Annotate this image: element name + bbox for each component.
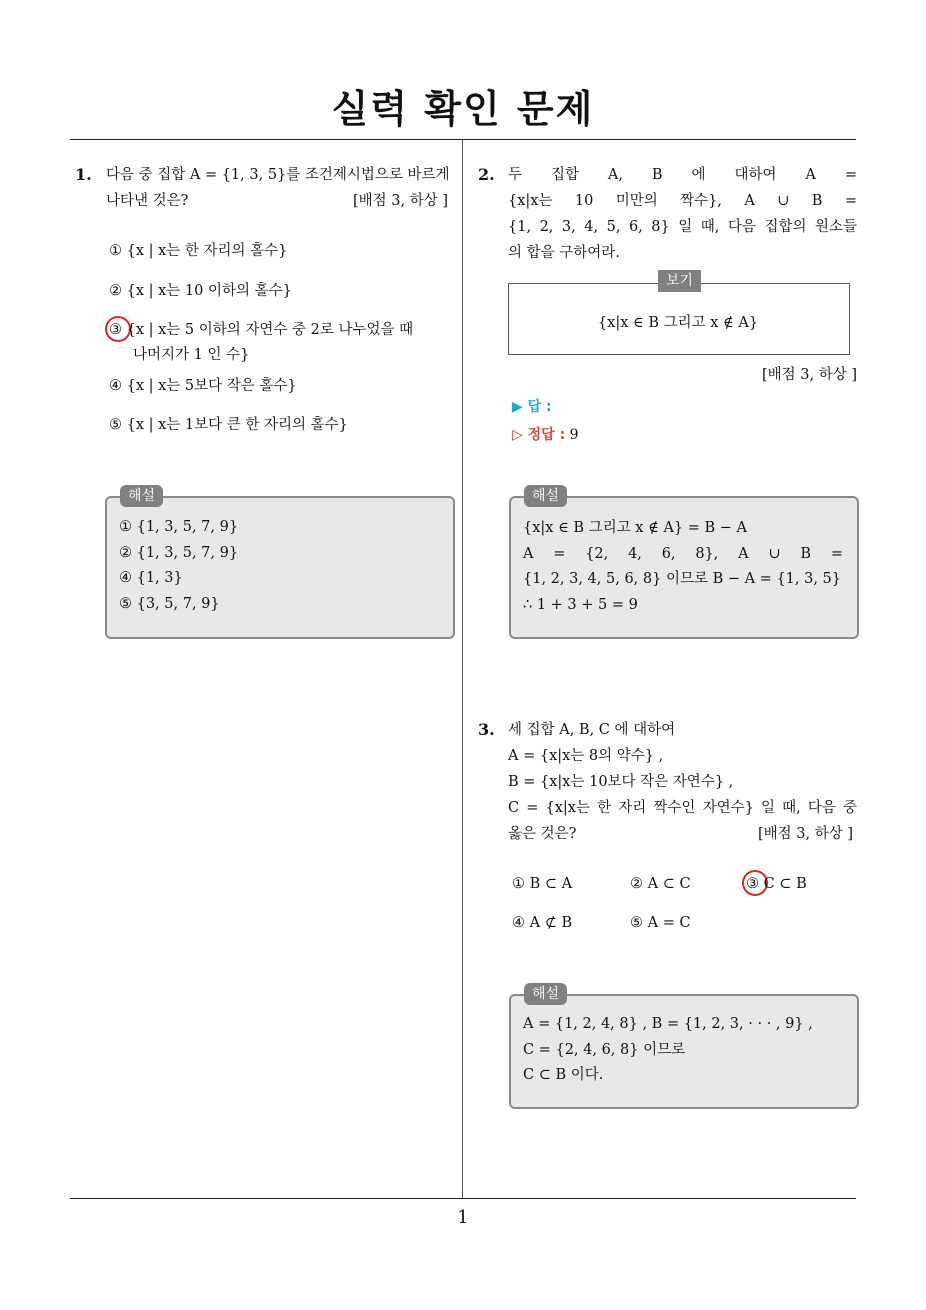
question-number: 1. <box>75 165 92 184</box>
explanation-text <box>119 515 238 617</box>
explanation-text <box>523 1012 813 1089</box>
explanation-line: A = {2, 4, 6, 8}, A ∪ B = <box>523 545 843 562</box>
choice-3[interactable]: ③ C ⊂ B <box>746 876 807 892</box>
explanation-label: 해설 <box>524 485 567 507</box>
explanation-line: C ⊂ B 이다. <box>523 1067 604 1083</box>
bogi-content: {x|x ∈ B 그리고 x ∉ A} <box>597 315 759 331</box>
question-line: 세 집합 A, B, C 에 대하여 <box>508 722 676 738</box>
question-line: 의 합을 구하여라. <box>508 245 620 261</box>
page-title: 실력 확인 문제 <box>331 87 595 131</box>
score-label: [배점 3, 하상 ] <box>352 193 448 209</box>
correct-answer <box>512 424 579 444</box>
question-line: C = {x|x는 한 자리 짝수인 자연수} 일 때, 다음 중 <box>508 800 857 816</box>
question-line: 다음 중 집합 A = {1, 3, 5}를 조건제시법으로 바르게 <box>106 167 450 183</box>
explanation-line: ④ {1, 3} <box>119 570 183 586</box>
question-line: 두 집합 A, B 에 대하여 A = <box>508 167 857 183</box>
explanation-label: 해설 <box>120 485 163 507</box>
choice-5[interactable]: ⑤ A = C <box>630 915 691 931</box>
choice-4[interactable]: ④ {x | x는 5보다 작은 홀수} <box>109 378 297 394</box>
top-rule <box>70 139 856 140</box>
choice-4[interactable]: ④ A ⊄ B <box>512 915 573 931</box>
question-line: {1, 2, 3, 4, 5, 6, 8} 일 때, 다음 집합의 원소들 <box>508 219 857 235</box>
explanation-line: ⑤ {3, 5, 7, 9} <box>119 595 220 612</box>
answer-blank[interactable]: ▶ 답 : <box>512 399 552 415</box>
explanation-line: A = {1, 2, 4, 8} , B = {1, 2, 3, · · · , 9} , <box>523 1016 813 1032</box>
question-line: 나타낸 것은? <box>106 193 189 209</box>
bogi-label: 보기 <box>658 270 701 292</box>
choice-3-continued: 나머지가 1 인 수} <box>133 347 250 363</box>
question-text <box>508 162 857 266</box>
explanation-line: {1, 2, 3, 4, 5, 6, 8} 이므로 B − A = {1, 3, 5} <box>523 571 842 587</box>
score-label: [배점 3, 하상 ] <box>761 367 857 383</box>
correct-answer-value: 9 <box>569 427 579 443</box>
choice-2[interactable]: ② A ⊂ C <box>630 876 691 892</box>
choice-3[interactable]: ③ {x | x는 5 이하의 자연수 중 2로 나누었을 때 <box>109 322 414 338</box>
choice-2[interactable]: ② {x | x는 10 이하의 홀수} <box>109 283 292 299</box>
question-line: A = {x|x는 8의 약수} , <box>508 748 664 764</box>
choice-5[interactable]: ⑤ {x | x는 1보다 큰 한 자리의 홀수} <box>109 417 348 433</box>
explanation-line: ① {1, 3, 5, 7, 9} <box>119 519 239 535</box>
question-line: {x|x는 10 미만의 짝수}, A ∪ B = <box>508 193 857 209</box>
explanation-line: ② {1, 3, 5, 7, 9} <box>119 544 239 561</box>
explanation-line: ∴ 1 + 3 + 5 = 9 <box>523 596 638 613</box>
page-number: 1 <box>457 1207 469 1228</box>
question-line: B = {x|x는 10보다 작은 자연수} , <box>508 774 734 790</box>
explanation-line: C = {2, 4, 6, 8} 이므로 <box>523 1041 686 1058</box>
correct-answer-label: ▷ 정답 : <box>512 427 566 443</box>
question-number: 3. <box>478 720 495 739</box>
choice-1[interactable]: ① B ⊂ A <box>512 876 573 892</box>
column-divider <box>462 140 463 1198</box>
question-number: 2. <box>478 165 495 184</box>
bottom-rule <box>70 1198 856 1199</box>
question-line: 옳은 것은? <box>508 826 577 842</box>
explanation-line: {x|x ∈ B 그리고 x ∉ A} = B − A <box>523 520 747 536</box>
score-label: [배점 3, 하상 ] <box>757 826 853 842</box>
explanation-label: 해설 <box>524 983 567 1005</box>
choice-1[interactable]: ① {x | x는 한 자리의 홀수} <box>109 243 288 259</box>
explanation-text <box>523 516 843 618</box>
